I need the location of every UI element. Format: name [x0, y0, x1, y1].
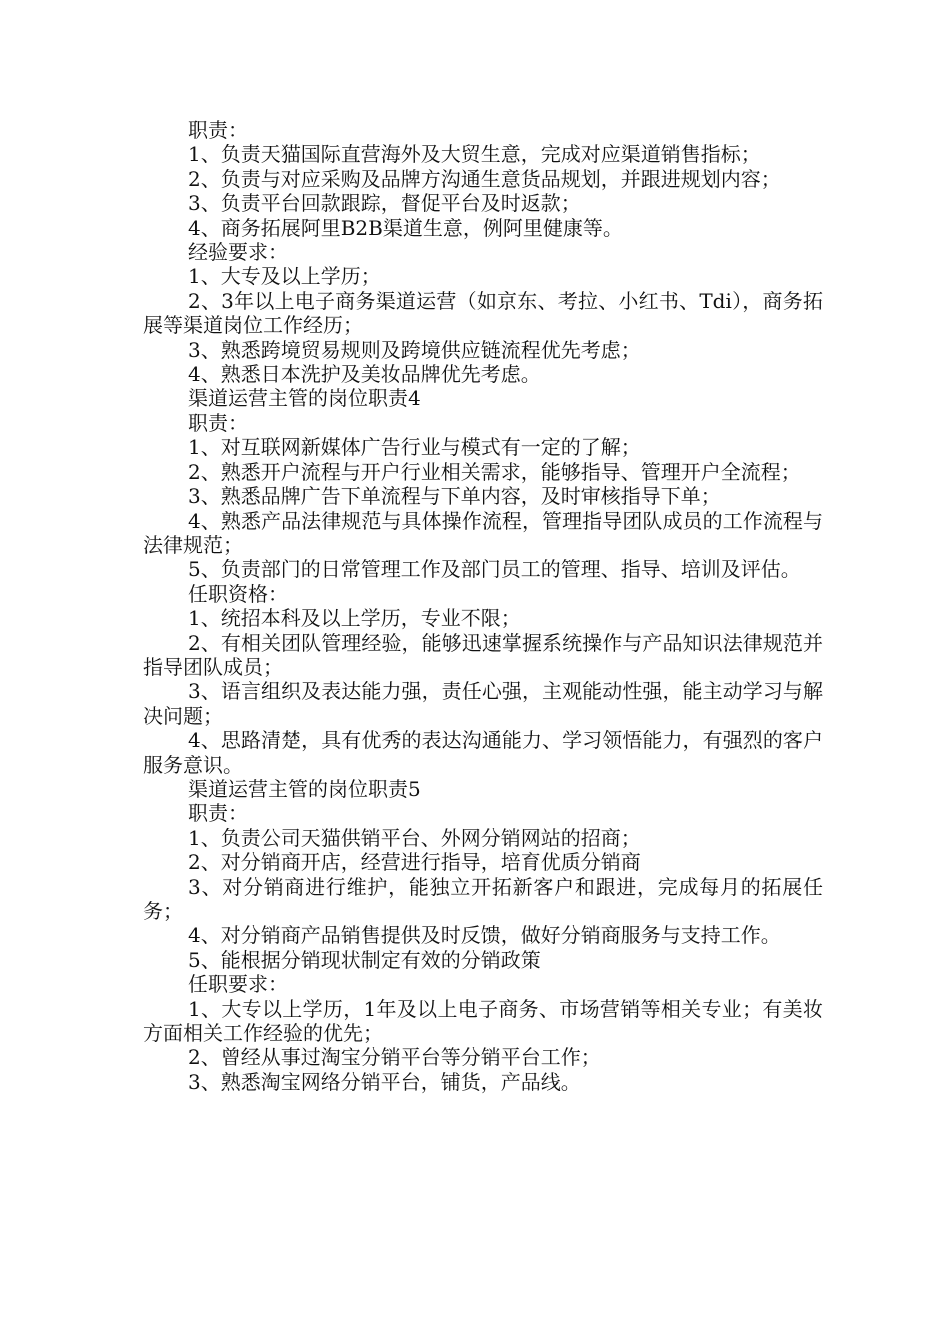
- paragraph: 3、熟悉淘宝网络分销平台，铺货，产品线。: [188, 1069, 581, 1094]
- section-label: 任职要求：: [188, 972, 288, 997]
- paragraph: 4、思路清楚，具有优秀的表达沟通能力、学习领悟能力，有强烈的客户服务意识。: [143, 728, 823, 777]
- paragraph: 1、负责天猫国际直营海外及大贸生意，完成对应渠道销售指标；: [188, 142, 761, 167]
- paragraph: 3、熟悉品牌广告下单流程与下单内容，及时审核指导下单；: [188, 484, 721, 509]
- paragraph: 4、熟悉日本洗护及美妆品牌优先考虑。: [188, 362, 541, 387]
- section-label: 经验要求：: [188, 240, 288, 265]
- paragraph: 2、3年以上电子商务渠道运营（如京东、考拉、小红书、Tdi），商务拓展等渠道岗位工作经历；: [143, 288, 823, 338]
- section-label: 职责：: [188, 410, 248, 435]
- paragraph: 1、统招本科及以上学历，专业不限；: [188, 606, 521, 631]
- section-label: 任职资格：: [188, 581, 288, 606]
- paragraph: 2、有相关团队管理经验，能够迅速掌握系统操作与产品知识法律规范并指导团队成员；: [143, 630, 823, 679]
- paragraph: 4、商务拓展阿里B2B渠道生意，例阿里健康等。: [188, 215, 623, 240]
- paragraph: 职责：: [188, 118, 248, 142]
- paragraph: 2、负责与对应采购及品牌方沟通生意货品规划，并跟进规划内容；: [188, 166, 781, 191]
- section-heading: 渠道运营主管的岗位职责4: [188, 386, 421, 411]
- paragraph: 4、熟悉产品法律规范与具体操作流程，管理指导团队成员的工作流程与法律规范；: [143, 508, 823, 557]
- paragraph: 2、熟悉开户流程与开户行业相关需求，能够指导、管理开户全流程；: [188, 459, 801, 484]
- paragraph: 3、负责平台回款跟踪，督促平台及时返款；: [188, 191, 581, 216]
- document-body: [143, 118, 823, 1094]
- paragraph: 1、对互联网新媒体广告行业与模式有一定的了解；: [188, 435, 641, 460]
- paragraph: 3、熟悉跨境贸易规则及跨境供应链流程优先考虑；: [188, 337, 641, 362]
- paragraph: 1、大专以上学历，1年及以上电子商务、市场营销等相关专业；有美妆方面相关工作经验的优先；: [143, 996, 823, 1046]
- paragraph: 1、负责公司天猫供销平台、外网分销网站的招商；: [188, 825, 641, 850]
- section-label: 职责：: [188, 801, 248, 826]
- paragraph: 2、对分销商开店，经营进行指导，培育优质分销商: [188, 850, 641, 875]
- paragraph: 4、对分销商产品销售提供及时反馈，做好分销商服务与支持工作。: [188, 923, 781, 948]
- paragraph: 5、能根据分销现状制定有效的分销政策: [188, 947, 541, 972]
- paragraph: 2、曾经从事过淘宝分销平台等分销平台工作；: [188, 1045, 601, 1070]
- section-heading: 渠道运营主管的岗位职责5: [188, 776, 421, 801]
- paragraph: 5、负责部门的日常管理工作及部门员工的管理、指导、培训及评估。: [188, 557, 801, 582]
- paragraph: 3、对分销商进行维护，能独立开拓新客户和跟进，完成每月的拓展任务；: [143, 874, 823, 923]
- paragraph: 1、大专及以上学历；: [188, 264, 381, 289]
- paragraph: 3、语言组织及表达能力强，责任心强，主观能动性强，能主动学习与解决问题；: [143, 679, 823, 728]
